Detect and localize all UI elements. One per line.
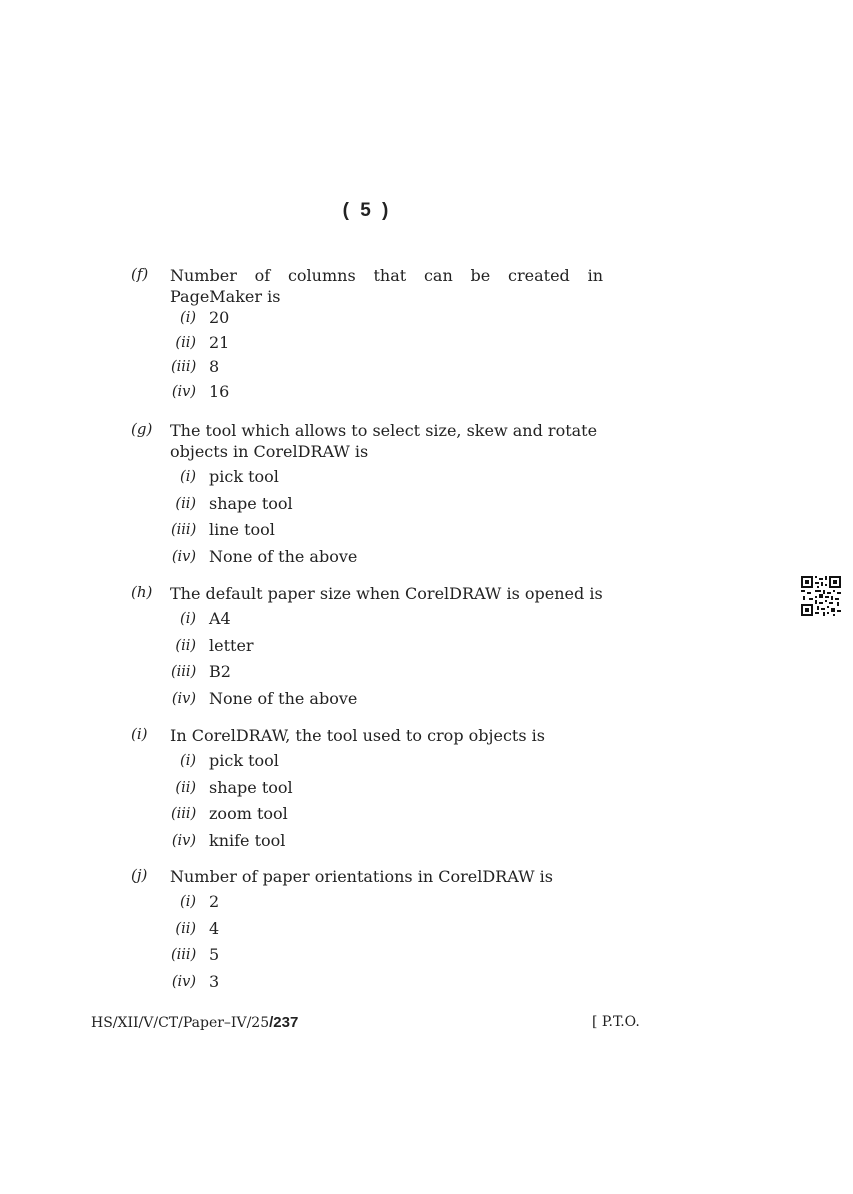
options-list bbox=[131, 748, 603, 854]
option-text: knife tool bbox=[209, 830, 286, 850]
page-number: ( 5 ) bbox=[342, 200, 392, 221]
paper-code-suffix: /237 bbox=[269, 1014, 299, 1031]
options-list bbox=[131, 306, 603, 404]
question-text: Number of columns that can be created in PageMaker is bbox=[170, 266, 603, 306]
option-label: (ii) bbox=[175, 495, 196, 512]
option bbox=[131, 686, 603, 713]
option-label: (ii) bbox=[175, 779, 196, 796]
option-label: (i) bbox=[180, 611, 196, 627]
question-text: Number of paper orientations in CorelDRAW is bbox=[170, 867, 553, 886]
option-label: (iii) bbox=[171, 359, 197, 375]
option-text: 5 bbox=[209, 945, 220, 964]
option-label: (iv) bbox=[171, 973, 196, 990]
option-text: 4 bbox=[209, 918, 220, 938]
option-text: 8 bbox=[209, 357, 220, 376]
option-label: (iv) bbox=[171, 832, 196, 849]
pto-label: [ P.T.O. bbox=[592, 1014, 640, 1030]
option-label: (iv) bbox=[171, 383, 196, 400]
option bbox=[131, 748, 603, 775]
paper-code-prefix: HS/XII/V/CT/Paper–IV/25 bbox=[91, 1015, 270, 1031]
options-list bbox=[131, 889, 603, 995]
option-text: 2 bbox=[209, 892, 220, 911]
option-text: shape tool bbox=[209, 777, 293, 797]
option bbox=[131, 633, 603, 660]
question-text: The tool which allows to select size, skew and rotate objects in CorelDRAW is bbox=[170, 421, 598, 461]
question-text: The default paper size when CorelDRAW is opened is bbox=[170, 584, 603, 603]
option-label: (i) bbox=[180, 310, 196, 326]
option bbox=[131, 889, 603, 916]
options-list bbox=[131, 606, 603, 712]
option bbox=[131, 380, 603, 405]
question-f bbox=[131, 265, 603, 404]
option bbox=[131, 828, 603, 855]
option-text: 3 bbox=[209, 971, 220, 991]
question-label: (j) bbox=[131, 866, 148, 884]
option bbox=[131, 659, 603, 686]
option bbox=[131, 331, 603, 356]
option-label: (iii) bbox=[171, 806, 197, 822]
option-text: shape tool bbox=[209, 493, 293, 513]
option bbox=[131, 801, 603, 828]
option-text: B2 bbox=[209, 662, 231, 681]
option-label: (ii) bbox=[175, 637, 196, 654]
question-label: (f) bbox=[131, 265, 149, 283]
option bbox=[131, 969, 603, 996]
option-text: None of the above bbox=[209, 546, 358, 566]
option bbox=[131, 942, 603, 969]
option-label: (ii) bbox=[175, 334, 196, 351]
option bbox=[131, 517, 603, 544]
option-label: (i) bbox=[180, 469, 196, 485]
paper-code bbox=[91, 1014, 298, 1031]
option-text: 20 bbox=[209, 308, 230, 327]
question-g bbox=[131, 420, 603, 570]
option bbox=[131, 355, 603, 380]
option-label: (iv) bbox=[171, 690, 196, 707]
option bbox=[131, 606, 603, 633]
option-label: (iii) bbox=[171, 947, 197, 963]
option-label: (i) bbox=[180, 894, 196, 910]
question-label: (i) bbox=[131, 725, 148, 743]
option-label: (ii) bbox=[175, 920, 196, 937]
option-text: pick tool bbox=[209, 467, 279, 486]
option-text: line tool bbox=[209, 520, 275, 539]
option-text: pick tool bbox=[209, 751, 279, 770]
option bbox=[131, 306, 603, 331]
question-j bbox=[131, 866, 603, 995]
option-label: (iv) bbox=[171, 548, 196, 565]
option bbox=[131, 464, 603, 491]
question-label: (g) bbox=[131, 420, 153, 438]
question-i bbox=[131, 725, 603, 854]
question-text: In CorelDRAW, the tool used to crop objects is bbox=[170, 726, 545, 745]
option-label: (iii) bbox=[171, 522, 197, 538]
options-list bbox=[131, 464, 603, 570]
question-label: (h) bbox=[131, 583, 153, 601]
option bbox=[131, 916, 603, 943]
option-text: A4 bbox=[209, 609, 231, 628]
option bbox=[131, 491, 603, 518]
option-text: 16 bbox=[209, 381, 230, 401]
option-label: (iii) bbox=[171, 664, 197, 680]
option bbox=[131, 544, 603, 571]
option bbox=[131, 775, 603, 802]
question-h bbox=[131, 583, 603, 712]
option-text: 21 bbox=[209, 332, 230, 352]
option-text: letter bbox=[209, 635, 254, 655]
qr-code-icon bbox=[801, 576, 841, 616]
option-text: None of the above bbox=[209, 688, 358, 708]
option-label: (i) bbox=[180, 753, 196, 769]
option-text: zoom tool bbox=[209, 804, 288, 823]
